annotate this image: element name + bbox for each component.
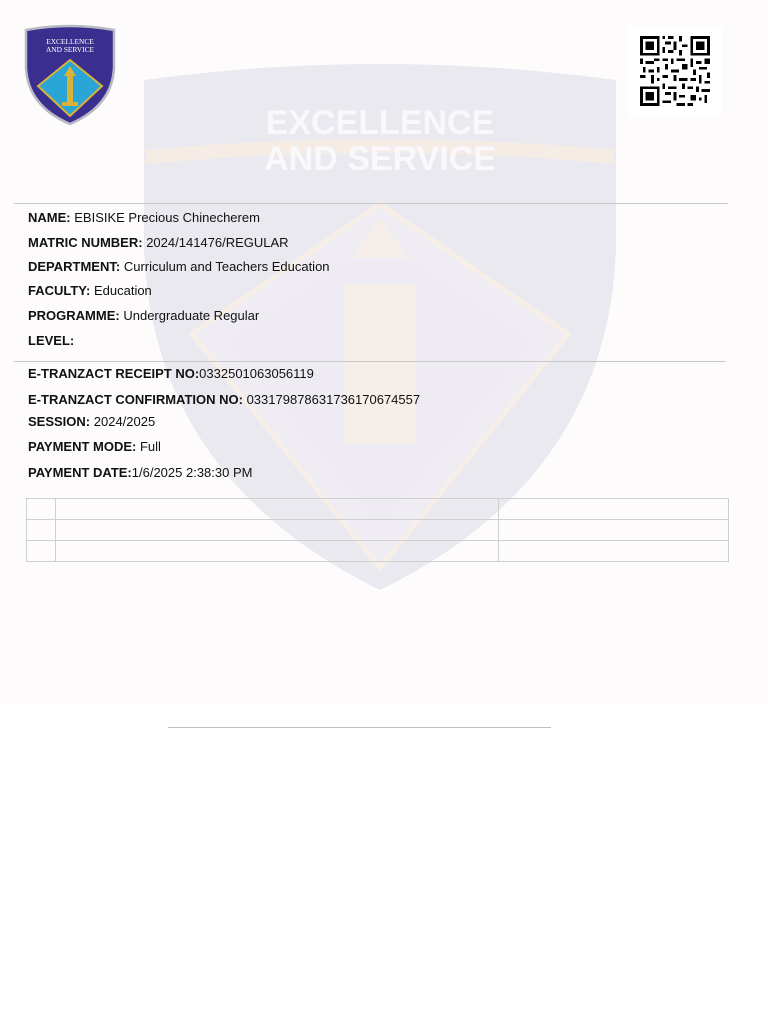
department-label: DEPARTMENT:: [28, 259, 121, 274]
divider-middle: [14, 361, 726, 362]
payment-date-value: 1/6/2025 2:38:30 PM: [131, 465, 253, 480]
payment-mode-value: Full: [139, 439, 161, 454]
department-field: [28, 259, 330, 275]
watermark-line1: EXCELLENCE: [265, 104, 495, 142]
table-row: [27, 499, 729, 520]
table-cell: [499, 520, 729, 541]
table-cell: [27, 541, 56, 562]
payment-mode-field: [28, 439, 161, 455]
faculty-field: [28, 283, 152, 299]
programme-field: [28, 308, 259, 324]
level-field: [28, 333, 74, 349]
watermark-line2: AND SERVICE: [264, 140, 496, 178]
table-cell: [56, 541, 499, 562]
session-value: 2024/2025: [93, 414, 156, 429]
payment-mode-label: PAYMENT MODE:: [28, 439, 137, 454]
department-value: Curriculum and Teachers Education: [123, 259, 330, 274]
faculty-label: FACULTY:: [28, 283, 91, 298]
table-cell: [56, 499, 499, 520]
fee-items-table: [26, 498, 729, 562]
name-value: EBISIKE Precious Chinecherem: [74, 210, 260, 225]
divider-top: [14, 203, 728, 204]
receipt-no-value: 0332501063056119: [199, 366, 314, 381]
signature-line: [168, 727, 551, 728]
confirmation-no-field: [28, 392, 420, 408]
faculty-value: Education: [93, 283, 152, 298]
crest-motto-line1: EXCELLENCE: [46, 37, 94, 46]
university-crest-icon: [20, 24, 120, 126]
matric-field: [28, 235, 289, 251]
programme-value: Undergraduate Regular: [123, 308, 260, 323]
receipt-no-label: E-TRANZACT RECEIPT NO:: [28, 366, 200, 381]
payment-date-label: PAYMENT DATE:: [28, 465, 132, 480]
confirmation-no-label: E-TRANZACT CONFIRMATION NO:: [28, 392, 243, 407]
name-field: [28, 210, 260, 226]
table-cell: [56, 520, 499, 541]
table-cell: [499, 541, 729, 562]
payment-date-field: [28, 465, 252, 481]
matric-value: 2024/141476/REGULAR: [146, 235, 289, 250]
programme-label: PROGRAMME:: [28, 308, 120, 323]
confirmation-no-value: 033179878631736170674557: [246, 392, 421, 407]
table-cell: [499, 499, 729, 520]
table-cell: [27, 520, 56, 541]
table-row: [27, 520, 729, 541]
name-label: NAME:: [28, 210, 71, 225]
matric-label: MATRIC NUMBER:: [28, 235, 143, 250]
session-field: [28, 414, 155, 430]
level-label: LEVEL:: [28, 333, 75, 348]
qr-code-icon: [628, 26, 722, 116]
receipt-no-field: [28, 366, 314, 382]
session-label: SESSION:: [28, 414, 91, 429]
crest-motto-line2: AND SERVICE: [45, 45, 95, 54]
table-row: [27, 541, 729, 562]
table-cell: [27, 499, 56, 520]
